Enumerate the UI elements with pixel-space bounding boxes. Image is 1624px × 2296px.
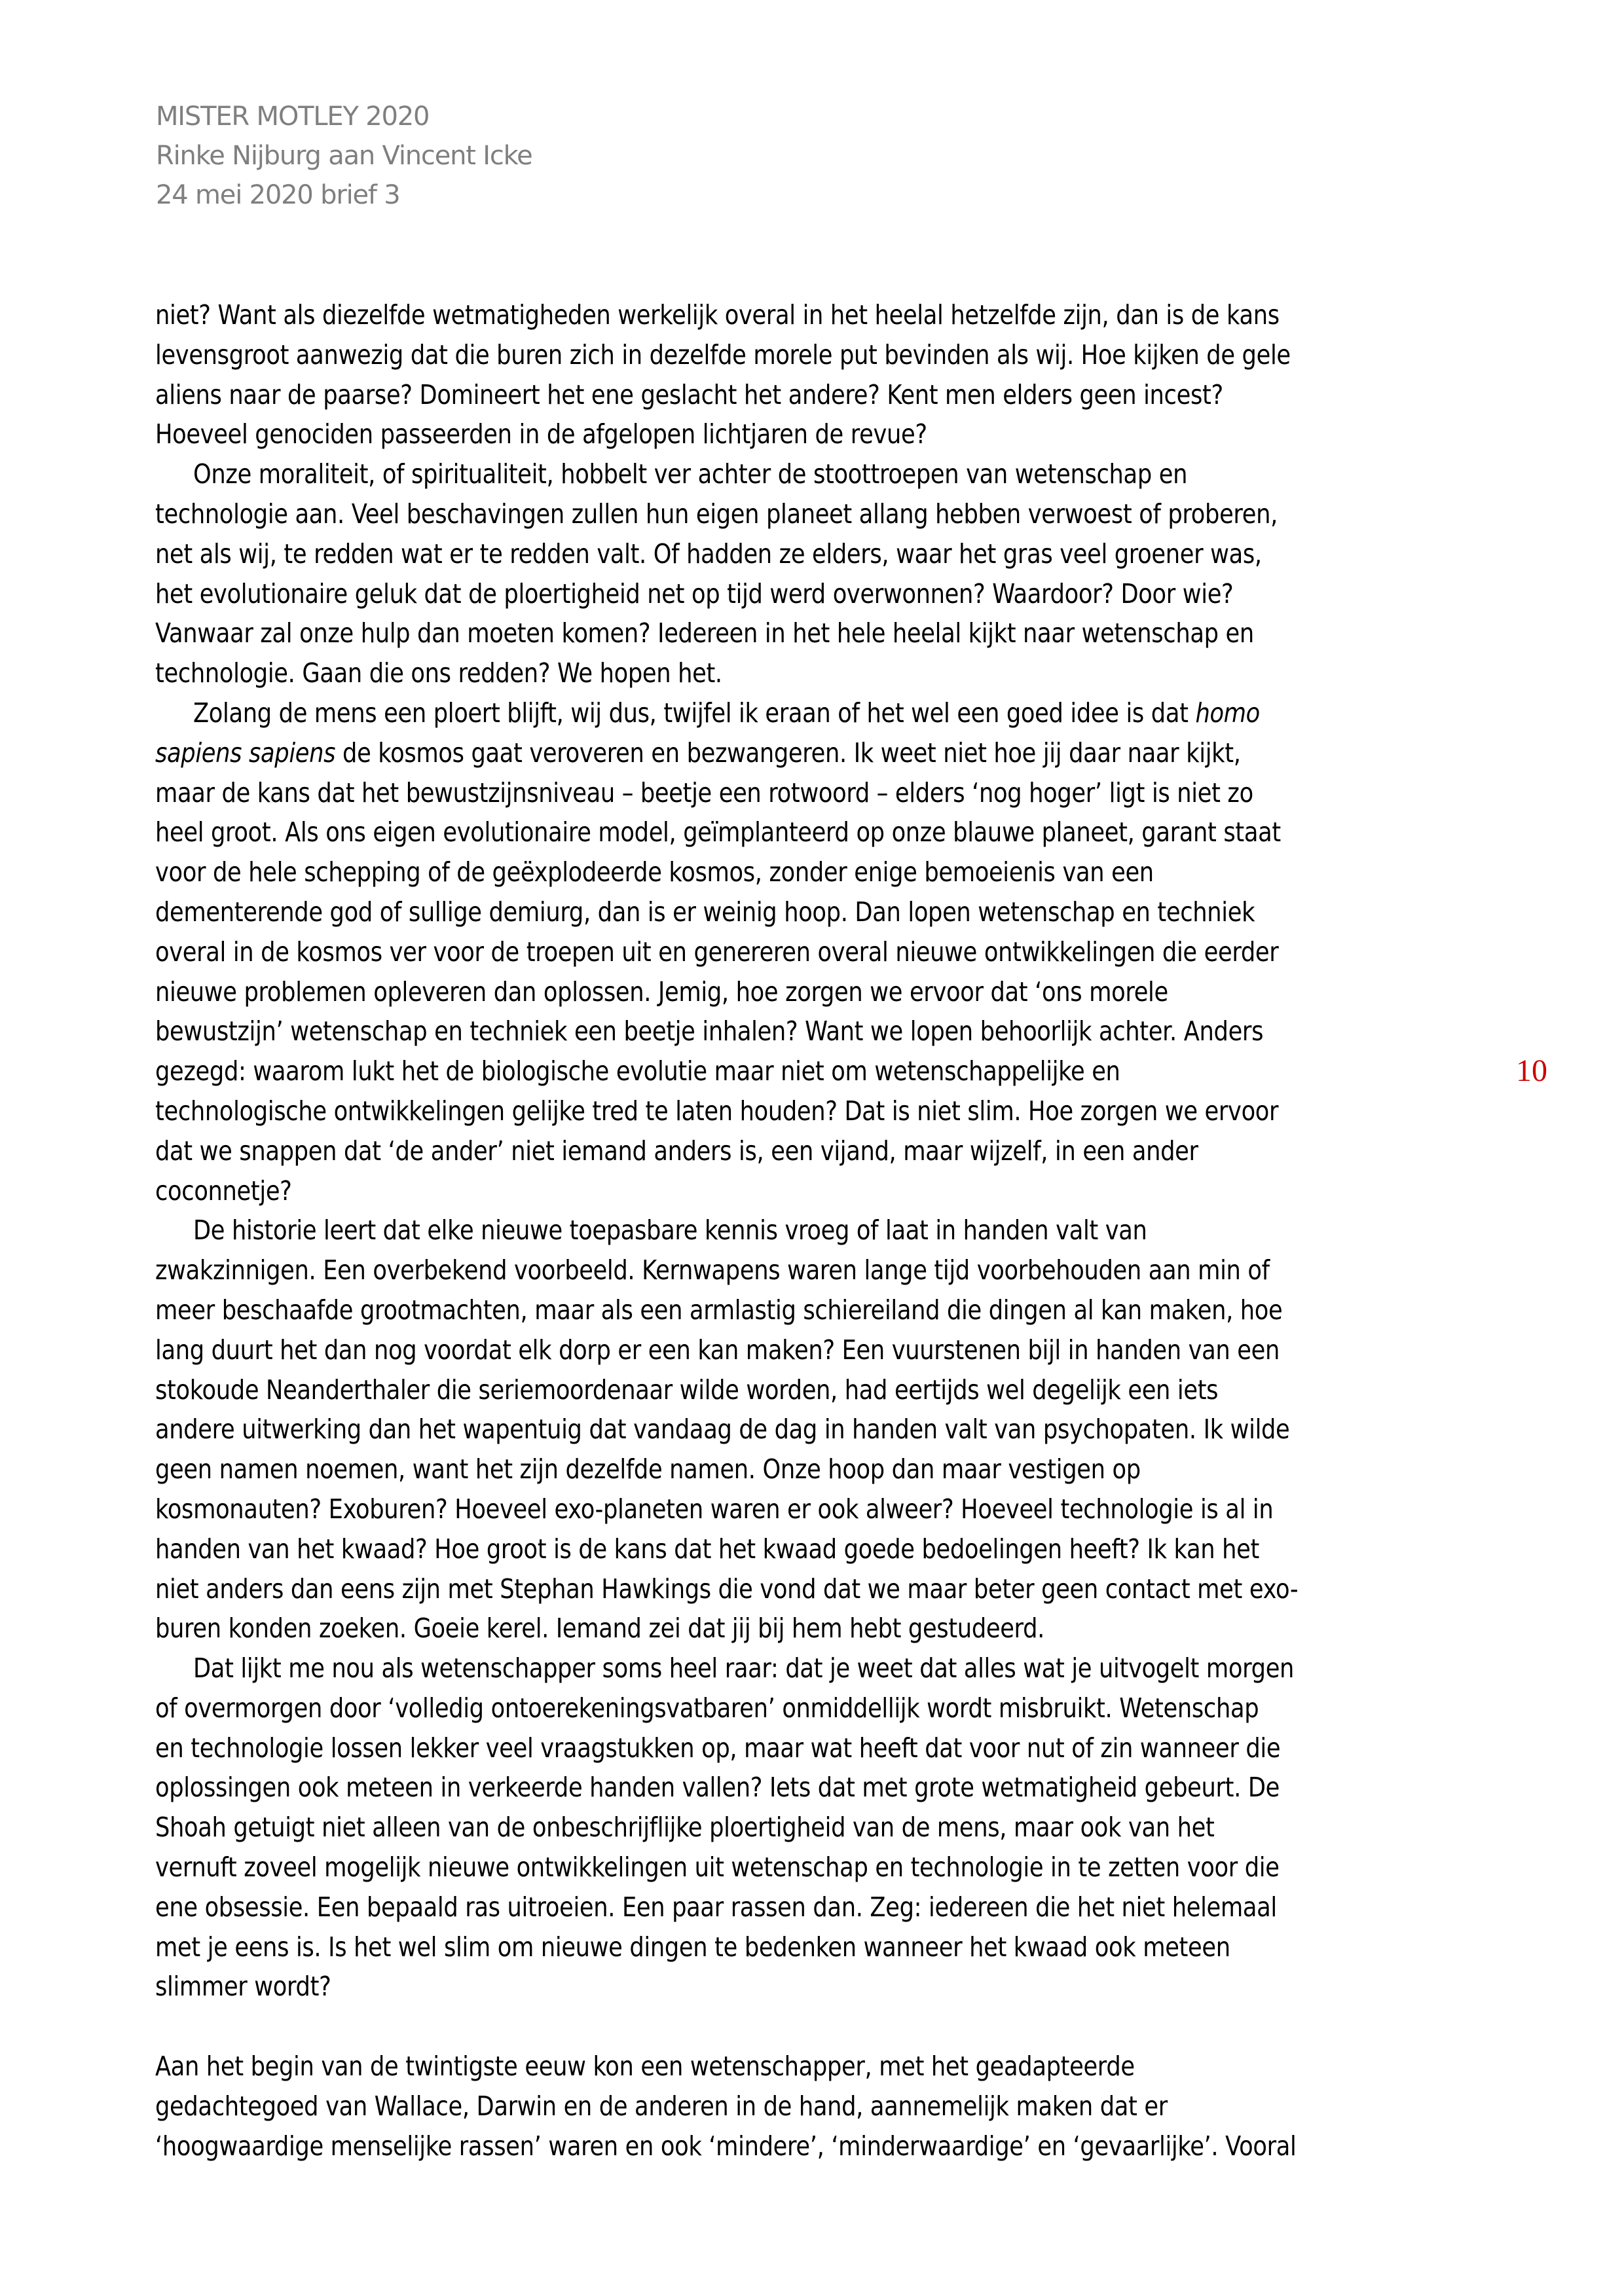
text-line: nieuwe problemen opleveren dan oplossen. Jemig, hoe zorgen we ervoor dat ‘ons morele [155, 975, 1168, 1008]
text-line: oplossingen ook meteen in verkeerde handen vallen? Iets dat met grote wetmatigheid gebeurt. De [155, 1772, 1280, 1804]
paragraph-gap [155, 2007, 1478, 2047]
text-line: dementerende god of sullige demiurg, dan is er weinig hoop. Dan lopen wetenschap en techniek [155, 896, 1255, 928]
text-line: zwakzinnigen. Een overbekend voorbeeld. Kernwapens waren lange tijd voorbehouden aan min of [155, 1254, 1270, 1286]
correspondents: Rinke Nijburg aan Vincent Icke [156, 141, 532, 171]
text-line: buren konden zoeken. Goeie kerel. Iemand zei dat jij bij hem hebt gestudeerd. [155, 1613, 1044, 1645]
text-line: bewustzijn’ wetenschap en techniek een beetje inhalen? Want we lopen behoorlijk achter. Anders [155, 1015, 1264, 1048]
page-number: 10 [1516, 1053, 1547, 1088]
text-line: Shoah getuigt niet alleen van de onbeschrijflijke ploertigheid van de mens, maar ook van het [155, 1812, 1215, 1844]
text-line: heel groot. Als ons eigen evolutionaire model, geïmplanteerd op onze blauwe planeet, garant staat [155, 816, 1281, 848]
text-line: lang duurt het dan nog voordat elk dorp er een kan maken? Een vuurstenen bijl in handen van een [155, 1334, 1280, 1366]
text-line: kosmonauten? Exoburen? Hoeveel exo-planeten waren er ook alweer? Hoeveel technologie is al in [155, 1493, 1274, 1525]
text-line: of overmorgen door ‘volledig ontoerekeningsvatbaren’ onmiddellijk wordt misbruikt. Wetenschap [155, 1692, 1259, 1724]
series-title: MISTER MOTLEY 2020 [156, 101, 430, 132]
text-line: met je eens is. Is het wel slim om nieuwe dingen te bedenken wanneer het kwaad ook meteen [155, 1931, 1230, 1963]
text-line: overal in de kosmos ver voor de troepen uit en genereren overal nieuwe ontwikkelingen die eerder [155, 936, 1279, 968]
text-line: technologie. Gaan die ons redden? We hopen het. [155, 657, 722, 689]
italic-term: sapiens sapiens [155, 737, 336, 769]
text-line: ‘hoogwaardige menselijke rassen’ waren en ook ‘mindere’, ‘minderwaardige’ en ‘gevaarlijke’. Vooral [155, 2130, 1297, 2162]
text-line: slimmer wordt? [155, 1971, 331, 2003]
italic-term: homo [1195, 697, 1260, 729]
text-line: voor de hele schepping of de geëxplodeerde kosmos, zonder enige bemoeienis van een [155, 856, 1154, 888]
text-line: gezegd: waarom lukt het de biologische evolutie maar niet om wetenschappelijke en [155, 1055, 1120, 1087]
text-line: Vanwaar zal onze hulp dan moeten komen? Iedereen in het hele heelal kijkt naar wetenschap en [155, 617, 1254, 649]
text-line: geen namen noemen, want het zijn dezelfde namen. Onze hoop dan maar vestigen op [155, 1453, 1141, 1485]
text-line: meer beschaafde grootmachten, maar als een armlastig schiereiland die dingen al kan maken, hoe [155, 1294, 1283, 1326]
text-line: coconnetje? [155, 1175, 292, 1207]
paragraph-start-line: Dat lijkt me nou als wetenschapper soms heel raar: dat je weet dat alles wat je uitvogelt morgen [193, 1652, 1295, 1685]
text-line: vernuft zoveel mogelijk nieuwe ontwikkelingen uit wetenschap en technologie in te zetten voor die [155, 1851, 1280, 1884]
text-line: sapiens sapiens de kosmos gaat veroveren en bezwangeren. Ik weet niet hoe jij daar naar kijkt, [155, 737, 1241, 769]
paragraph-start-line: Aan het begin van de twintigste eeuw kon een wetenschapper, met het geadapteerde [155, 2050, 1135, 2083]
text-line: dat we snappen dat ‘de ander’ niet iemand anders is, een vijand, maar wijzelf, in een ander [155, 1135, 1198, 1167]
text-line: andere uitwerking dan het wapentuig dat vandaag de dag in handen valt van psychopaten. Ik wilde [155, 1413, 1290, 1446]
text-line: niet anders dan eens zijn met Stephan Hawkings die vond dat we maar beter geen contact met exo- [155, 1573, 1299, 1605]
text-line: en technologie lossen lekker veel vraagstukken op, maar wat heeft dat voor nut of zin wanneer die [155, 1732, 1281, 1764]
text-line: niet? Want als diezelfde wetmatigheden werkelijk overal in het heelal hetzelfde zijn, dan is de kans [155, 299, 1280, 331]
text-line: aliens naar de paarse? Domineert het ene geslacht het andere? Kent men elders geen incest? [155, 378, 1223, 410]
text-line: maar de kans dat het bewustzijnsniveau – beetje een rotwoord – elders ‘nog hoger’ ligt is niet zo [155, 776, 1253, 809]
letter-body [155, 295, 1478, 2166]
text-line: ene obsessie. Een bepaald ras uitroeien. Een paar rassen dan. Zeg: iedereen die het niet helemaal [155, 1891, 1277, 1923]
text-line: technologische ontwikkelingen gelijke tred te laten houden? Dat is niet slim. Hoe zorgen we ervoor [155, 1095, 1279, 1127]
letter-date: 24 mei 2020 brief 3 [156, 180, 400, 210]
text-line: Hoeveel genociden passeerden in de afgelopen lichtjaren de revue? [155, 418, 927, 450]
paragraph-start-line: De historie leert dat elke nieuwe toepasbare kennis vroeg of laat in handen valt van [193, 1214, 1147, 1247]
letter-header [156, 97, 532, 215]
paragraph-start-line: Onze moraliteit, of spiritualiteit, hobbelt ver achter de stoottroepen van wetenschap en [193, 458, 1188, 490]
text-line: gedachtegoed van Wallace, Darwin en de anderen in de hand, aannemelijk maken dat er [155, 2090, 1168, 2122]
text-line: stokoude Neanderthaler die seriemoordenaar wilde worden, had eertijds wel degelijk een iets [155, 1374, 1219, 1406]
text-line: handen van het kwaad? Hoe groot is de kans dat het kwaad goede bedoelingen heeft? Ik kan het [155, 1533, 1259, 1565]
text-line: levensgroot aanwezig dat die buren zich in dezelfde morele put bevinden als wij. Hoe kijken de gele [155, 338, 1291, 371]
paragraph-start-line: Zolang de mens een ploert blijft, wij dus, twijfel ik eraan of het wel een goed idee is dat homo [193, 697, 1260, 729]
text-line: technologie aan. Veel beschavingen zullen hun eigen planeet allang hebben verwoest of proberen, [155, 498, 1278, 530]
text-line: het evolutionaire geluk dat de ploertigheid net op tijd werd overwonnen? Waardoor? Door wie? [155, 577, 1234, 610]
text-line: net als wij, te redden wat er te redden valt. Of hadden ze elders, waar het gras veel groener was, [155, 538, 1262, 570]
